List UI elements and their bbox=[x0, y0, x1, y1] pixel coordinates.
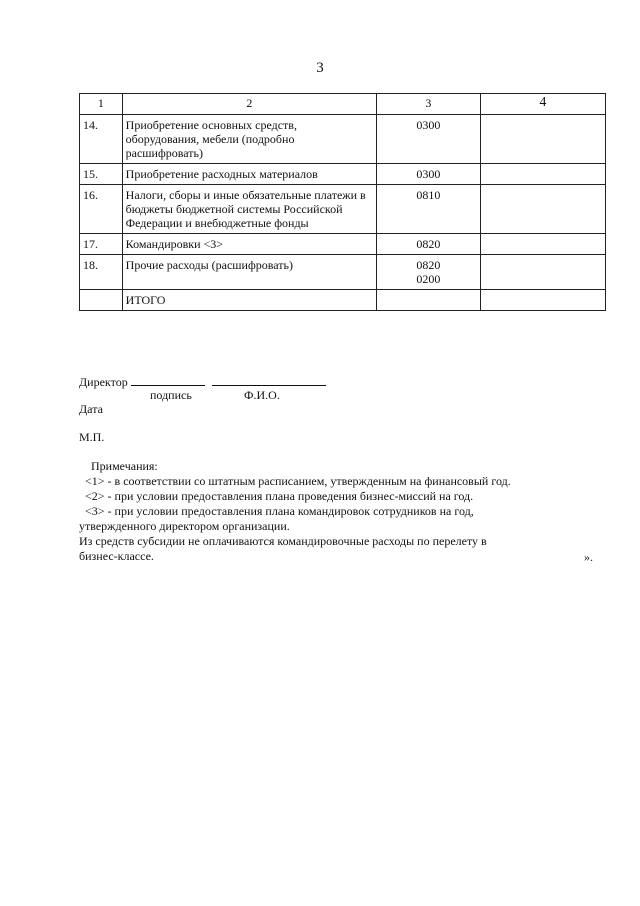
row-code: 0810 bbox=[376, 185, 480, 234]
table-row bbox=[80, 185, 606, 234]
page-number: 3 bbox=[316, 60, 324, 76]
fio-caption: Ф.И.О. bbox=[244, 388, 280, 402]
table-row bbox=[80, 234, 606, 255]
row-number: 14. bbox=[80, 115, 123, 164]
paragraph-line-2: бизнес-классе. bbox=[79, 549, 154, 563]
header-col-2: 2 bbox=[122, 94, 376, 115]
closing-quote: ». bbox=[584, 550, 593, 564]
row-code: 0300 bbox=[376, 164, 480, 185]
table-row bbox=[80, 255, 606, 290]
row-name: Налоги, сборы и иные обязательные платежи в бюджеты бюджетной системы Российской Федерации и внебюджетные фонды bbox=[122, 185, 376, 234]
row-number: 15. bbox=[80, 164, 123, 185]
fio-blank bbox=[212, 373, 326, 386]
director-label: Директор bbox=[79, 375, 128, 389]
date-label: Дата bbox=[79, 402, 103, 416]
table-row bbox=[80, 164, 606, 185]
notes-title: Примечания: bbox=[91, 459, 158, 473]
row-number: 17. bbox=[80, 234, 123, 255]
row-code: 0820 bbox=[376, 234, 480, 255]
stamp-label: М.П. bbox=[79, 430, 105, 444]
header-col-1: 1 bbox=[80, 94, 123, 115]
paragraph-line-1: Из средств субсидии не оплачиваются командировочные расходы по перелету в bbox=[79, 534, 487, 548]
row-name: Приобретение основных средств, оборудования, мебели (подробно расшифровать) bbox=[122, 115, 376, 164]
notes-block bbox=[79, 459, 599, 564]
table-row bbox=[80, 115, 606, 164]
header-col-4: 4 bbox=[480, 94, 605, 115]
row-code: 0820 0200 bbox=[376, 255, 480, 290]
row-name: Приобретение расходных материалов bbox=[122, 164, 376, 185]
row-value bbox=[480, 255, 605, 290]
row-value bbox=[480, 164, 605, 185]
row-value bbox=[480, 115, 605, 164]
signature-blank bbox=[131, 373, 205, 386]
sign-caption: подпись bbox=[150, 388, 192, 402]
row-value bbox=[480, 234, 605, 255]
note-1: <1> - в соответствии со штатным расписанием, утвержденным на финансовый год. bbox=[85, 474, 511, 488]
row-value bbox=[480, 185, 605, 234]
note-3-line-2: утвержденного директором организации. bbox=[79, 519, 290, 533]
row-number: 18. bbox=[80, 255, 123, 290]
row-name: ИТОГО bbox=[122, 290, 376, 311]
note-3-line-1: <3> - при условии предоставления плана командировок сотрудников на год, bbox=[85, 504, 474, 518]
row-value bbox=[480, 290, 605, 311]
note-2: <2> - при условии предоставления плана проведения бизнес-миссий на год. bbox=[85, 489, 474, 503]
header-col-3: 3 bbox=[376, 94, 480, 115]
row-number bbox=[80, 290, 123, 311]
row-code bbox=[376, 290, 480, 311]
table-row-total bbox=[80, 290, 606, 311]
row-code: 0300 bbox=[376, 115, 480, 164]
director-signature-line bbox=[79, 373, 326, 390]
row-name: Прочие расходы (расшифровать) bbox=[122, 255, 376, 290]
budget-table bbox=[79, 93, 606, 311]
row-name: Командировки <3> bbox=[122, 234, 376, 255]
row-number: 16. bbox=[80, 185, 123, 234]
table-header-row bbox=[80, 94, 606, 115]
